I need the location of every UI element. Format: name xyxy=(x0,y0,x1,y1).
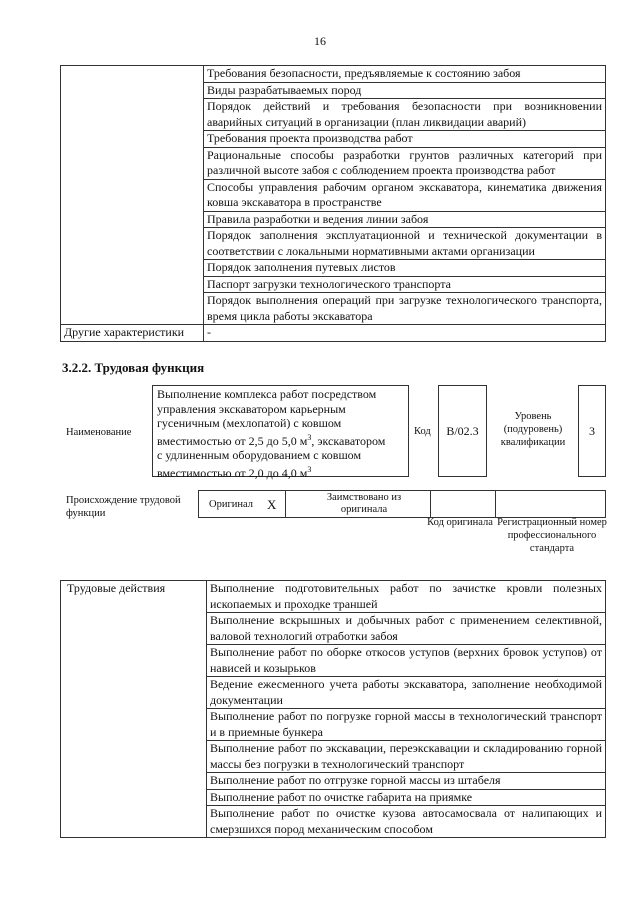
function-name-text: вместимостью от 2,0 до 4,0 м xyxy=(157,465,308,480)
table-cell: Способы управления рабочим органом экскаватора, кинематика движения ковша экскаватора в пространстве xyxy=(204,179,606,211)
table-cell: Порядок заполнения эксплуатационной и технической документации в соответствии с локальными нормативными актами организации xyxy=(204,228,606,260)
other-characteristics-label: Другие характеристики xyxy=(61,325,204,342)
table-cell: Рациональные способы разработки грунтов различных категорий при различной высоте забоя с соблюдением проекта производства работ xyxy=(204,147,606,179)
page-number: 16 xyxy=(314,34,326,48)
level-label: Уровень (подуровень) квалификации xyxy=(500,411,566,448)
labor-actions-label: Трудовые действия xyxy=(61,581,207,838)
divider xyxy=(495,491,496,517)
labor-actions-table xyxy=(60,580,606,838)
function-name-text: , экскаватором xyxy=(311,433,386,448)
superscript: 3 xyxy=(307,464,312,474)
level-value: 3 xyxy=(589,424,595,438)
function-name-text: вместимостью от 2,5 до 5,0 м xyxy=(157,433,308,448)
function-name-line: с удлиненным оборудованием с ковшом xyxy=(157,448,362,463)
other-characteristics-value: - xyxy=(204,325,606,342)
table-cell: Порядок выполнения операций при загрузке технологического транспорта, время цикла работы экскаватора xyxy=(204,293,606,325)
function-name-box xyxy=(152,385,409,480)
table-cell: Правила разработки и ведения линии забоя xyxy=(204,211,606,228)
row-label-empty xyxy=(61,66,204,325)
table-row xyxy=(61,581,606,613)
function-name-line xyxy=(157,463,404,481)
code-box xyxy=(438,385,487,477)
table-cell: Выполнение работ по очистке кузова автосамосвала от налипающих и смерзшихся пород механическим способом xyxy=(207,806,606,838)
origin-label: Происхождение трудовой функции xyxy=(66,495,181,519)
origin-box xyxy=(198,490,606,518)
table-cell: Требования проекта производства работ xyxy=(204,131,606,148)
section-title: 3.2.2. Трудовая функция xyxy=(62,360,205,375)
name-label: Наименование xyxy=(66,427,132,438)
table-cell: Порядок заполнения путевых листов xyxy=(204,260,606,277)
table-row xyxy=(61,325,606,342)
table-cell: Выполнение вскрышных и добычных работ с применением селективной, валовой технологий отработки забоя xyxy=(207,613,606,645)
table-cell: Порядок действий и требования безопасности при возникновении аварийных ситуаций в организации (план ликвидации аварий) xyxy=(204,99,606,131)
registration-caption: Регистрационный номер профессионального стандарта xyxy=(497,517,607,554)
table-cell: Ведение ежесменного учета работы экскаватора, заполнение необходимой документации xyxy=(207,677,606,709)
code-label: Код xyxy=(414,426,431,437)
function-name-line: Выполнение комплекса работ посредством xyxy=(157,387,377,401)
divider xyxy=(285,491,286,517)
function-name-line: гусеничным (мехлопатой) с ковшом xyxy=(157,416,342,431)
function-name-line xyxy=(157,431,404,449)
table-cell: Выполнение подготовительных работ по зачистке кровли полезных ископаемых и проходке траншей xyxy=(207,581,606,613)
superscript: 3 xyxy=(307,432,312,442)
table-cell: Выполнение работ по отгрузке горной массы из штабеля xyxy=(207,773,606,790)
original-mark: X xyxy=(267,497,277,512)
code-value: B/02.3 xyxy=(446,424,479,438)
table-cell: Выполнение работ по экскавации, переэкскавации и складированию горной массы без погрузки в технологический транспорт xyxy=(207,741,606,773)
original-label: Оригинал xyxy=(209,499,253,510)
code-original-caption: Код оригинала xyxy=(427,517,493,528)
divider xyxy=(430,491,431,517)
table-cell: Выполнение работ по очистке габарита на приямке xyxy=(207,789,606,806)
table-cell: Выполнение работ по оборке откосов уступов (верхних бровок уступов) от нависей и козырьков xyxy=(207,645,606,677)
table-cell: Виды разрабатываемых пород xyxy=(204,82,606,99)
borrowed-label: Заимствовано из оригинала xyxy=(326,492,402,515)
table-row xyxy=(61,66,606,83)
table-cell: Выполнение работ по погрузке горной массы в технологический транспорт и в приемные бункера xyxy=(207,709,606,741)
function-name-line: управления экскаватором карьерным xyxy=(157,401,346,416)
table-cell: Паспорт загрузки технологического транспорта xyxy=(204,276,606,293)
level-box xyxy=(578,385,606,477)
knowledge-table xyxy=(60,65,606,342)
table-cell: Требования безопасности, предъявляемые к состоянию забоя xyxy=(204,66,606,83)
